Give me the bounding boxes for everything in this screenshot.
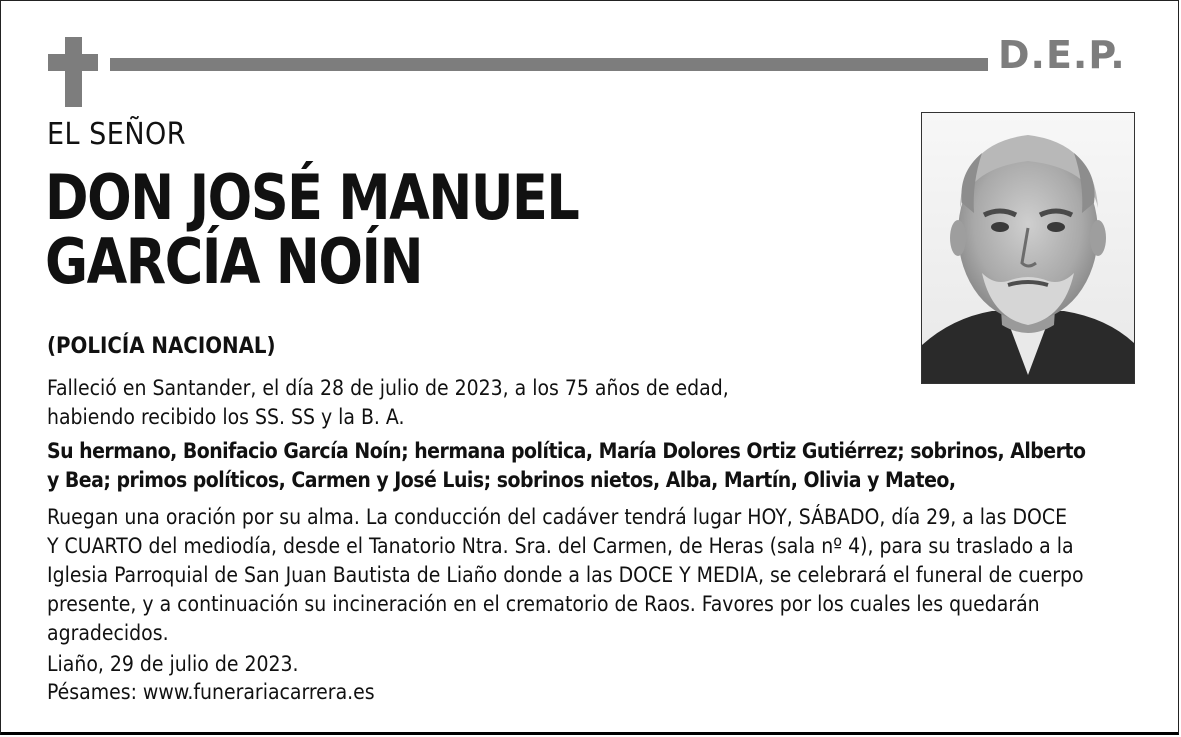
name-line: DON JOSÉ MANUEL [45,161,579,234]
deceased-name [45,161,579,298]
death-notice [47,374,807,432]
family-list [47,437,1137,495]
cross-icon-bar [48,54,98,71]
funeral-line: agradecidos. [47,621,169,645]
funeral-line: Iglesia Parroquial de San Juan Bautista de Liaño donde a las DOCE Y MEDIA, se celebrará el funeral de cuerpo [47,563,1084,587]
cross-icon [65,37,82,107]
name-line: GARCÍA NOÍN [45,225,423,298]
occupation: (POLICÍA NACIONAL) [47,334,276,359]
death-line: Falleció en Santander, el día 28 de julio de 2023, a los 75 años de edad, [47,376,729,400]
portrait-photo [921,112,1135,384]
funeral-line: Ruegan una oración por su alma. La conducción del cadáver tendrá lugar HOY, SÁBADO, día 29, a las DOCE [47,505,1068,529]
dep-label: D.E.P. [998,33,1126,77]
intro-label: EL SEÑOR [47,117,187,152]
header-rule [110,58,988,71]
funeral-details [47,503,1142,648]
condolences-link[interactable]: Pésames: www.funerariacarrera.es [47,680,375,704]
place-date: Liaño, 29 de julio de 2023. [47,652,299,676]
funeral-line: presente, y a continuación su incineración en el crematorio de Raos. Favores por los cuales les quedarán [47,592,1040,616]
funeral-line: Y CUARTO del mediodía, desde el Tanatorio Ntra. Sra. del Carmen, de Heras (sala nº 4), para su traslado a la [47,534,1074,558]
family-line: Su hermano, Bonifacio García Noín; hermana política, María Dolores Ortiz Gutiérrez; sobrinos, Alberto [47,439,1086,463]
death-line: habiendo recibido los SS. SS y la B. A. [47,405,405,429]
portrait-image [922,113,1134,383]
family-line: y Bea; primos políticos, Carmen y José Luis; sobrinos nietos, Alba, Martín, Olivia y Mateo, [47,468,956,492]
